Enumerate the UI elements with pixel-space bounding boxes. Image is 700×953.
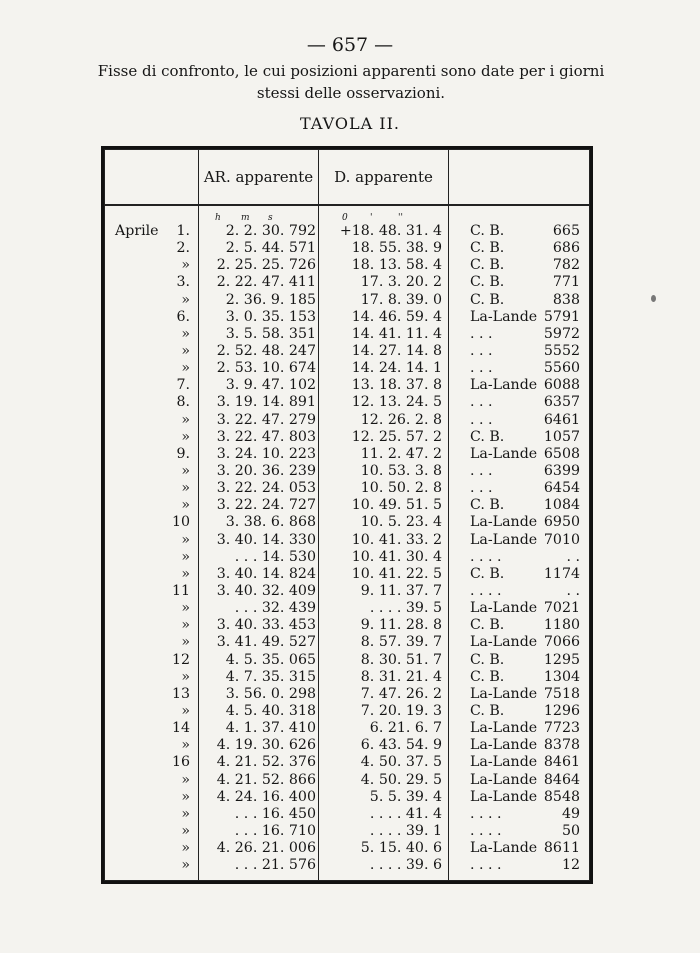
row-catalog: La-Lande xyxy=(470,754,538,771)
row-ar: 3. 22. 47. 803 xyxy=(216,428,316,445)
row-catalog: . . . . xyxy=(470,822,502,839)
row-catalog: La-Lande xyxy=(470,737,538,754)
row-declination: . . . . 39. 5 xyxy=(369,600,442,617)
row-catalog: C. B. xyxy=(470,274,505,291)
row-day: 9. xyxy=(176,445,190,462)
row-day: » xyxy=(181,531,190,548)
row-ar: 2. 52. 48. 247 xyxy=(216,342,316,359)
row-ar: 3. 20. 36. 239 xyxy=(216,462,316,479)
row-declination: 4. 50. 29. 5 xyxy=(360,771,442,788)
row-catalog-number: 7066 xyxy=(543,634,580,651)
row-catalog-number: 665 xyxy=(552,223,580,239)
row-declination: 10. 41. 30. 4 xyxy=(351,548,442,565)
row-catalog: C. B. xyxy=(470,702,505,719)
table-row xyxy=(0,634,700,651)
row-day: 6. xyxy=(176,308,190,325)
table-row xyxy=(0,549,700,566)
row-day: » xyxy=(181,702,190,719)
row-ar: 2. 36. 9. 185 xyxy=(225,291,316,308)
row-ar: 3. 40. 33. 453 xyxy=(216,617,316,634)
row-catalog: C. B. xyxy=(470,240,505,257)
table-row xyxy=(0,720,700,737)
row-catalog: C. B. xyxy=(470,428,505,445)
table-row xyxy=(0,514,700,531)
row-day: » xyxy=(181,822,190,839)
table-row xyxy=(0,497,700,514)
row-catalog-number: 6357 xyxy=(543,394,580,411)
unit-minutes: m xyxy=(241,213,250,223)
row-catalog-number: 49 xyxy=(561,805,580,822)
table-row xyxy=(0,360,700,377)
row-catalog: La-Lande xyxy=(470,720,538,737)
table-row xyxy=(0,669,700,686)
row-catalog-number: 838 xyxy=(552,291,580,308)
row-day: » xyxy=(181,617,190,634)
table-row xyxy=(0,292,700,309)
table-row xyxy=(0,429,700,446)
row-catalog-number: 8461 xyxy=(543,754,580,771)
row-declination: 12. 13. 24. 5 xyxy=(351,394,442,411)
row-ar: 3. 0. 35. 153 xyxy=(225,308,316,325)
row-ar: 3. 40. 14. 824 xyxy=(216,565,316,582)
row-catalog-number: 1057 xyxy=(543,428,580,445)
table-row xyxy=(0,566,700,583)
table-row xyxy=(0,257,700,274)
row-catalog-number: 5560 xyxy=(543,360,580,377)
row-declination: 5. 5. 39. 4 xyxy=(369,788,442,805)
row-ar: . . . 14. 530 xyxy=(234,548,316,565)
table-row xyxy=(0,532,700,549)
table-caption: Fisse di confronto, le cui posizioni apparenti sono date per i giorni stessi delle osservazioni. xyxy=(97,62,605,102)
table-row xyxy=(0,703,700,720)
row-catalog: . . . xyxy=(470,462,493,479)
row-catalog: . . . xyxy=(470,480,493,497)
row-day: 7. xyxy=(176,377,190,394)
unit-seconds: s xyxy=(268,213,273,223)
row-day: » xyxy=(181,291,190,308)
row-catalog-number: 7010 xyxy=(543,531,580,548)
row-catalog-number: 1180 xyxy=(543,617,580,634)
row-declination: 5. 15. 40. 6 xyxy=(360,840,442,857)
row-day: » xyxy=(181,600,190,617)
row-catalog-number: 5972 xyxy=(543,325,580,342)
row-catalog: La-Lande xyxy=(470,308,538,325)
row-day: 3. xyxy=(176,274,190,291)
row-catalog: La-Lande xyxy=(470,634,538,651)
row-catalog-number: 6399 xyxy=(543,462,580,479)
row-day: 1. xyxy=(176,223,190,239)
row-declination: 6. 21. 6. 7 xyxy=(369,720,442,737)
row-ar: 4. 19. 30. 626 xyxy=(216,737,316,754)
row-catalog: . . . xyxy=(470,325,493,342)
row-day: 12 xyxy=(171,651,190,668)
row-declination: 12. 26. 2. 8 xyxy=(360,411,442,428)
row-declination: . . . . 39. 6 xyxy=(369,857,442,874)
row-catalog-number: . . xyxy=(566,548,580,565)
row-day: » xyxy=(181,840,190,857)
row-declination: 10. 41. 33. 2 xyxy=(351,531,442,548)
row-catalog: La-Lande xyxy=(470,685,538,702)
row-day: » xyxy=(181,565,190,582)
table-row xyxy=(0,463,700,480)
table-row xyxy=(0,274,700,291)
table-row xyxy=(0,309,700,326)
table-row xyxy=(0,737,700,754)
table-row xyxy=(0,686,700,703)
row-ar: . . . 16. 450 xyxy=(234,805,316,822)
row-catalog-number: 1174 xyxy=(543,565,580,582)
row-day: » xyxy=(181,325,190,342)
row-catalog-number: 7723 xyxy=(543,720,580,737)
row-catalog-number: 8611 xyxy=(543,840,580,857)
row-catalog: . . . . xyxy=(470,582,502,599)
row-catalog-number: 5552 xyxy=(543,342,580,359)
row-catalog-number: 8464 xyxy=(543,771,580,788)
unit-arcsec: '' xyxy=(398,213,403,223)
row-catalog-number: 8378 xyxy=(543,737,580,754)
row-day: » xyxy=(181,668,190,685)
row-declination: 12. 25. 57. 2 xyxy=(351,428,442,445)
row-ar: 4. 21. 52. 376 xyxy=(216,754,316,771)
table-row xyxy=(0,394,700,411)
row-ar: 2. 22. 47. 411 xyxy=(216,274,316,291)
unit-degrees: 0 xyxy=(342,213,348,223)
header-divider xyxy=(104,204,590,206)
row-ar: 3. 41. 49. 527 xyxy=(216,634,316,651)
unit-arcmin: ' xyxy=(370,213,373,223)
row-declination: 7. 47. 26. 2 xyxy=(360,685,442,702)
row-declination: . . . . 41. 4 xyxy=(369,805,442,822)
row-catalog-number: 5791 xyxy=(543,308,580,325)
row-catalog-number: 6461 xyxy=(543,411,580,428)
row-ar: 3. 9. 47. 102 xyxy=(225,377,316,394)
row-catalog-number: 782 xyxy=(552,257,580,274)
row-catalog-number: 6454 xyxy=(543,480,580,497)
row-catalog-number: 6950 xyxy=(543,514,580,531)
row-ar: 3. 22. 24. 727 xyxy=(216,497,316,514)
row-declination: 10. 5. 23. 4 xyxy=(360,514,442,531)
row-day: » xyxy=(181,771,190,788)
table-row xyxy=(0,806,700,823)
row-declination: 4. 50. 37. 5 xyxy=(360,754,442,771)
row-catalog: C. B. xyxy=(470,223,505,239)
row-declination: 10. 53. 3. 8 xyxy=(360,462,442,479)
row-day: » xyxy=(181,788,190,805)
row-catalog: . . . . xyxy=(470,548,502,565)
row-catalog: . . . xyxy=(470,360,493,377)
row-catalog-number: 7518 xyxy=(543,685,580,702)
table-row xyxy=(0,789,700,806)
row-ar: . . . 32. 439 xyxy=(234,600,316,617)
row-catalog: C. B. xyxy=(470,617,505,634)
row-day: » xyxy=(181,411,190,428)
row-catalog: C. B. xyxy=(470,257,505,274)
row-catalog: La-Lande xyxy=(470,600,538,617)
row-day: 2. xyxy=(176,240,190,257)
row-catalog: La-Lande xyxy=(470,377,538,394)
row-ar: 4. 5. 40. 318 xyxy=(225,702,316,719)
row-day: » xyxy=(181,257,190,274)
row-declination: 10. 49. 51. 5 xyxy=(351,497,442,514)
row-declination: 14. 41. 11. 4 xyxy=(351,325,442,342)
row-declination: 6. 43. 54. 9 xyxy=(360,737,442,754)
row-ar: 4. 26. 21. 006 xyxy=(216,840,316,857)
row-catalog: C. B. xyxy=(470,651,505,668)
row-catalog: . . . . xyxy=(470,857,502,874)
row-day: » xyxy=(181,497,190,514)
row-ar: 2. 2. 30. 792 xyxy=(225,223,316,239)
table-row xyxy=(0,223,700,240)
row-day: » xyxy=(181,805,190,822)
table-row xyxy=(0,652,700,669)
row-ar: 3. 5. 58. 351 xyxy=(225,325,316,342)
row-declination: 14. 24. 14. 1 xyxy=(351,360,442,377)
row-declination: . . . . 39. 1 xyxy=(369,822,442,839)
row-declination: 17. 3. 20. 2 xyxy=(360,274,442,291)
row-day: » xyxy=(181,857,190,874)
table-row xyxy=(0,377,700,394)
row-declination: 8. 57. 39. 7 xyxy=(360,634,442,651)
row-catalog-number: . . xyxy=(566,582,580,599)
row-day: » xyxy=(181,462,190,479)
row-ar: 3. 40. 14. 330 xyxy=(216,531,316,548)
table-row xyxy=(0,857,700,874)
row-ar: 4. 7. 35. 315 xyxy=(225,668,316,685)
row-declination: 8. 30. 51. 7 xyxy=(360,651,442,668)
header-ar: AR. apparente xyxy=(203,168,314,186)
row-ar: 3. 22. 24. 053 xyxy=(216,480,316,497)
row-ar: 4. 21. 52. 866 xyxy=(216,771,316,788)
header-d: D. apparente xyxy=(334,168,433,186)
table-row xyxy=(0,772,700,789)
row-ar: . . . 21. 576 xyxy=(234,857,316,874)
row-declination: 7. 20. 19. 3 xyxy=(360,702,442,719)
row-day: 16 xyxy=(171,754,190,771)
row-catalog: La-Lande xyxy=(470,445,538,462)
row-catalog: . . . xyxy=(470,394,493,411)
row-declination: 10. 50. 2. 8 xyxy=(360,480,442,497)
row-catalog: C. B. xyxy=(470,668,505,685)
row-catalog: . . . xyxy=(470,342,493,359)
row-declination: 18. 13. 58. 4 xyxy=(351,257,442,274)
row-ar: 4. 24. 16. 400 xyxy=(216,788,316,805)
table-body xyxy=(0,223,700,874)
table-row xyxy=(0,446,700,463)
row-ar: 3. 24. 10. 223 xyxy=(216,445,316,462)
row-catalog: La-Lande xyxy=(470,771,538,788)
row-label: Aprile xyxy=(115,223,159,239)
table-row xyxy=(0,840,700,857)
row-declination: 13. 18. 37. 8 xyxy=(351,377,442,394)
row-ar: . . . 16. 710 xyxy=(234,822,316,839)
row-day: » xyxy=(181,480,190,497)
row-day: » xyxy=(181,342,190,359)
row-declination: 9. 11. 37. 7 xyxy=(360,582,442,599)
row-catalog: La-Lande xyxy=(470,514,538,531)
row-ar: 3. 19. 14. 891 xyxy=(216,394,316,411)
table-row xyxy=(0,412,700,429)
row-ar: 2. 5. 44. 571 xyxy=(225,240,316,257)
row-catalog-number: 12 xyxy=(561,857,580,874)
row-catalog-number: 8548 xyxy=(543,788,580,805)
row-day: » xyxy=(181,634,190,651)
row-catalog: La-Lande xyxy=(470,788,538,805)
row-catalog-number: 1296 xyxy=(543,702,580,719)
row-ar: 3. 40. 32. 409 xyxy=(216,582,316,599)
row-catalog: La-Lande xyxy=(470,840,538,857)
row-declination: 18. 55. 38. 9 xyxy=(351,240,442,257)
row-declination: 9. 11. 28. 8 xyxy=(360,617,442,634)
row-catalog-number: 6508 xyxy=(543,445,580,462)
row-ar: 2. 25. 25. 726 xyxy=(216,257,316,274)
row-catalog-number: 50 xyxy=(561,822,580,839)
table-row xyxy=(0,823,700,840)
row-declination: 14. 46. 59. 4 xyxy=(351,308,442,325)
row-catalog: . . . xyxy=(470,411,493,428)
row-declination: 14. 27. 14. 8 xyxy=(351,342,442,359)
row-day: 10 xyxy=(171,514,190,531)
row-catalog-number: 771 xyxy=(552,274,580,291)
row-catalog-number: 6088 xyxy=(543,377,580,394)
row-catalog-number: 686 xyxy=(552,240,580,257)
print-speck xyxy=(651,295,656,302)
row-catalog: La-Lande xyxy=(470,531,538,548)
row-catalog-number: 1084 xyxy=(543,497,580,514)
row-catalog: C. B. xyxy=(470,497,505,514)
row-catalog: C. B. xyxy=(470,565,505,582)
row-day: » xyxy=(181,360,190,377)
row-catalog: C. B. xyxy=(470,291,505,308)
row-ar: 3. 22. 47. 279 xyxy=(216,411,316,428)
row-ar: 4. 1. 37. 410 xyxy=(225,720,316,737)
row-day: 14 xyxy=(171,720,190,737)
row-ar: 4. 5. 35. 065 xyxy=(225,651,316,668)
row-ar: 3. 56. 0. 298 xyxy=(225,685,316,702)
table-row xyxy=(0,480,700,497)
table-title: TAVOLA II. xyxy=(300,114,400,133)
row-declination: +18. 48. 31. 4 xyxy=(339,223,442,239)
row-day: 11 xyxy=(171,582,190,599)
unit-hours: h xyxy=(215,213,221,223)
table-row xyxy=(0,583,700,600)
row-declination: 17. 8. 39. 0 xyxy=(360,291,442,308)
table-row xyxy=(0,600,700,617)
row-ar: 2. 53. 10. 674 xyxy=(216,360,316,377)
row-declination: 11. 2. 47. 2 xyxy=(360,445,442,462)
row-day: » xyxy=(181,548,190,565)
row-day: » xyxy=(181,737,190,754)
table-row xyxy=(0,326,700,343)
row-day: 13 xyxy=(171,685,190,702)
table-row xyxy=(0,240,700,257)
page-number: — 657 — xyxy=(306,34,394,56)
table-row xyxy=(0,754,700,771)
table-row xyxy=(0,617,700,634)
row-catalog-number: 1304 xyxy=(543,668,580,685)
row-day: 8. xyxy=(176,394,190,411)
row-catalog-number: 1295 xyxy=(543,651,580,668)
row-declination: 8. 31. 21. 4 xyxy=(360,668,442,685)
row-catalog-number: 7021 xyxy=(543,600,580,617)
row-day: » xyxy=(181,428,190,445)
row-ar: 3. 38. 6. 868 xyxy=(225,514,316,531)
table-row xyxy=(0,343,700,360)
row-declination: 10. 41. 22. 5 xyxy=(351,565,442,582)
row-catalog: . . . . xyxy=(470,805,502,822)
